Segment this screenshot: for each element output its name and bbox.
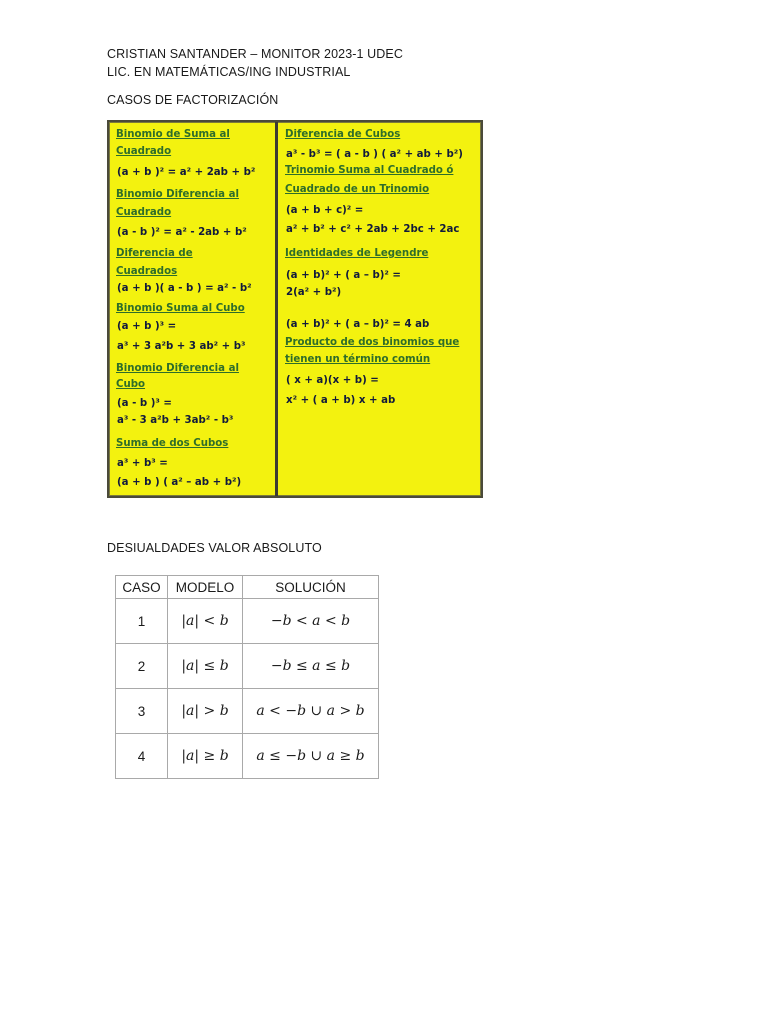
formula-right-9: (a + b)² + ( a – b)² = 4 ab (286, 319, 430, 330)
table-row (116, 599, 379, 644)
case-title-left-12: Binomio Diferencia al (116, 363, 239, 374)
case-title-right-3: Cuadrado de un Trinomio (285, 184, 430, 195)
solucion-cell: a ≤ −b ∪ a ≥ b (243, 734, 379, 779)
formula-right-5: a² + b² + c² + 2ab + 2bc + 2ac (286, 224, 460, 235)
caso-cell: 1 (116, 599, 168, 644)
factorization-heading: CASOS DE FACTORIZACIÓN (107, 93, 279, 107)
case-title-right-0: Diferencia de Cubos (285, 129, 401, 140)
table-row (116, 734, 379, 779)
formula-right-1: a³ - b³ = ( a - b ) ( a² + ab + b²) (286, 149, 463, 160)
caso-cell: 2 (116, 644, 168, 689)
case-title-left-6: Diferencia de (116, 248, 193, 259)
table-row (116, 644, 379, 689)
absolute-value-heading: DESIUALDADES VALOR ABSOLUTO (107, 541, 322, 555)
modelo-cell: |a| < b (168, 599, 243, 644)
modelo-cell: |a| ≥ b (168, 734, 243, 779)
case-title-left-1: Cuadrado (116, 146, 172, 157)
case-title-right-2: Trinomio Suma al Cuadrado ó (285, 165, 454, 176)
formula-left-2: (a + b )² = a² + 2ab + b² (117, 167, 256, 178)
formula-left-11: a³ + 3 a²b + 3 ab² + b³ (117, 341, 246, 352)
header-solucion: SOLUCIÓN (243, 576, 379, 599)
column-divider (275, 122, 278, 496)
caso-cell: 4 (116, 734, 168, 779)
formula-left-10: (a + b )³ = (117, 321, 177, 332)
header-modelo: MODELO (168, 576, 243, 599)
formula-right-12: ( x + a)(x + b) = (286, 375, 379, 386)
case-title-left-0: Binomio de Suma al (116, 129, 230, 140)
formula-right-4: (a + b + c)² = (286, 205, 364, 216)
formula-right-7: (a + b)² + ( a – b)² = (286, 270, 401, 281)
header-caso: CASO (116, 576, 168, 599)
author-line: CRISTIAN SANTANDER – MONITOR 2023-1 UDEC (107, 47, 403, 61)
case-title-left-4: Cuadrado (116, 207, 172, 218)
case-title-right-6: Identidades de Legendre (285, 248, 429, 259)
caso-cell: 3 (116, 689, 168, 734)
formula-left-8: (a + b )( a - b ) = a² - b² (117, 283, 252, 294)
case-title-left-9: Binomio Suma al Cubo (116, 303, 245, 314)
case-title-right-10: Producto de dos binomios que (285, 337, 460, 348)
formula-left-17: a³ + b³ = (117, 458, 168, 469)
case-title-left-16: Suma de dos Cubos (116, 438, 229, 449)
absolute-value-table (115, 575, 379, 779)
case-title-left-13: Cubo (116, 379, 146, 390)
formula-right-8: 2(a² + b²) (286, 287, 342, 298)
factorization-cases-image (107, 120, 483, 498)
table-row (116, 689, 379, 734)
formula-left-15: a³ - 3 a²b + 3ab² - b³ (117, 415, 234, 426)
solucion-cell: −b < a < b (243, 599, 379, 644)
program-line: LIC. EN MATEMÁTICAS/ING INDUSTRIAL (107, 65, 351, 79)
formula-left-5: (a - b )² = a² - 2ab + b² (117, 227, 247, 238)
modelo-cell: |a| > b (168, 689, 243, 734)
formula-left-14: (a - b )³ = (117, 398, 172, 409)
modelo-cell: |a| ≤ b (168, 644, 243, 689)
formula-right-13: x² + ( a + b) x + ab (286, 395, 396, 406)
table-header-row (116, 576, 379, 599)
formula-left-18: (a + b ) ( a² – ab + b²) (117, 477, 242, 488)
case-title-left-3: Binomio Diferencia al (116, 189, 239, 200)
solucion-cell: a < −b ∪ a > b (243, 689, 379, 734)
case-title-left-7: Cuadrados (116, 266, 178, 277)
case-title-right-11: tienen un término común (285, 354, 431, 365)
solucion-cell: −b ≤ a ≤ b (243, 644, 379, 689)
